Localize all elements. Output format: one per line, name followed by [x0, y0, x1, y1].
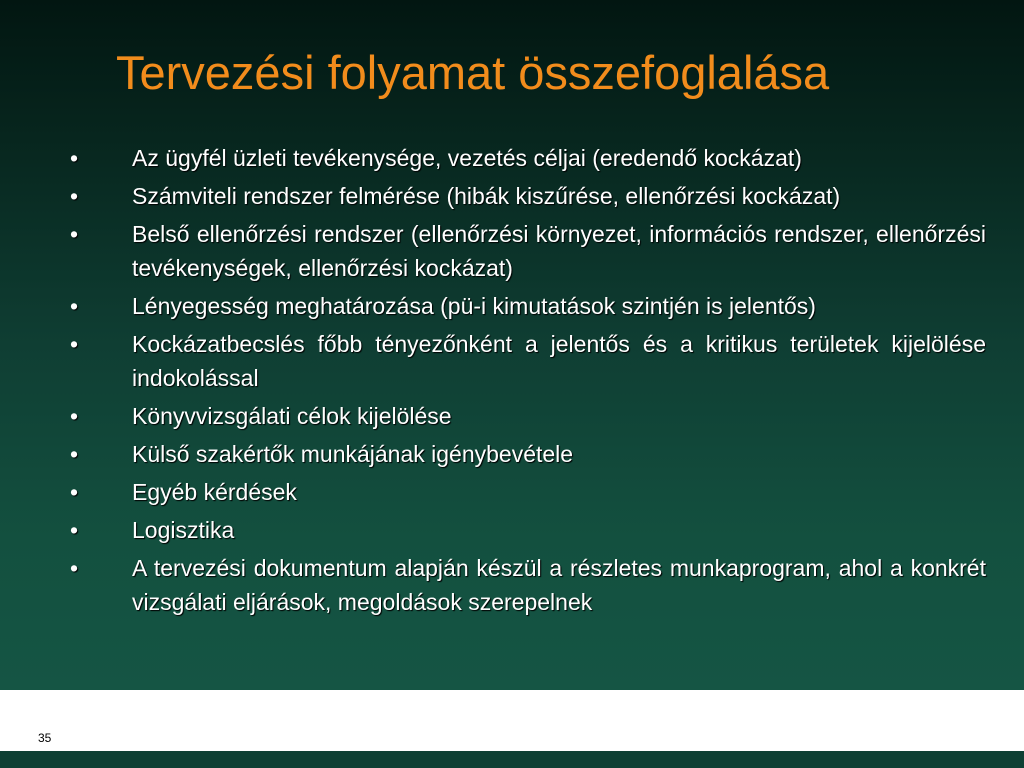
bullet-item: [70, 179, 986, 213]
bullet-icon: •: [70, 183, 79, 209]
bullet-item: [70, 141, 986, 175]
page-number: 35: [38, 731, 52, 745]
bottom-bar: [0, 751, 1024, 768]
slide-title: Tervezési folyamat összefoglalása: [116, 46, 830, 99]
bullet-item: [70, 327, 986, 395]
bullet-icon: •: [70, 331, 79, 357]
bullet-icon: •: [70, 555, 79, 581]
bullet-text: Logisztika: [132, 517, 235, 543]
bullet-text: Lényegesség meghatározása (pü-i kimutatások szintjén is jelentős): [132, 293, 816, 319]
bullet-text: Kockázatbecslés főbb tényezőnként a jelentős és a kritikus területek kijelölése indokolással: [132, 331, 986, 391]
bullet-item: [70, 217, 986, 285]
bullet-icon: •: [70, 517, 79, 543]
bullet-text: Belső ellenőrzési rendszer (ellenőrzési környezet, információs rendszer, ellenőrzési tevékenységek, ellenőrzési kockázat): [132, 221, 986, 281]
bullet-item: [70, 289, 986, 323]
bullet-text: Külső szakértők munkájának igénybevétele: [132, 441, 574, 467]
bullet-icon: •: [70, 221, 79, 247]
slide-footer: [0, 690, 1024, 751]
bullet-item: [70, 437, 986, 471]
bullet-item: [70, 513, 986, 547]
bullet-icon: •: [70, 293, 79, 319]
bullet-icon: •: [70, 441, 79, 467]
bullet-text: Egyéb kérdések: [132, 479, 297, 505]
bullet-item: [70, 475, 986, 509]
bullet-text: Az ügyfél üzleti tevékenysége, vezetés céljai (eredendő kockázat): [132, 145, 802, 171]
bullet-icon: •: [70, 403, 79, 429]
bullet-text: A tervezési dokumentum alapján készül a részletes munkaprogram, ahol a konkrét vizsgálati eljárások, megoldások szerepelnek: [132, 555, 986, 615]
bullet-icon: •: [70, 145, 79, 171]
bullet-list: [70, 141, 986, 623]
bullet-icon: •: [70, 479, 79, 505]
bullet-text: Könyvvizsgálati célok kijelölése: [132, 403, 452, 429]
bullet-item: [70, 551, 986, 619]
bullet-text: Számviteli rendszer felmérése (hibák kiszűrése, ellenőrzési kockázat): [132, 183, 841, 209]
bullet-item: [70, 399, 986, 433]
